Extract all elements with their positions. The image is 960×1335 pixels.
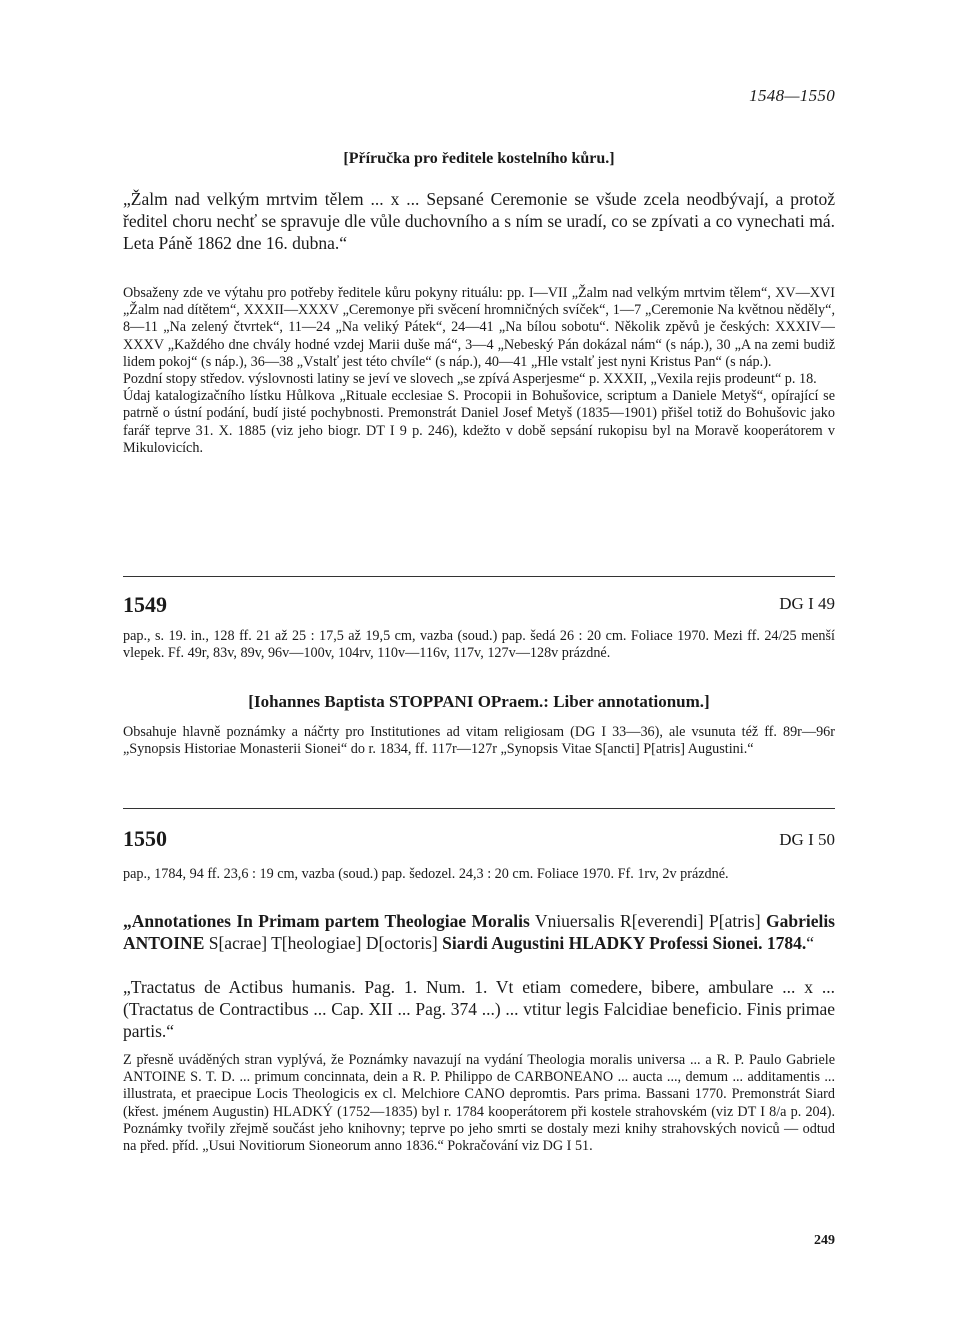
entry-1549-physical: pap., s. 19. in., 128 ff. 21 až 25 : 17,5 až 19,5 cm, vazba (soud.) pap. šedá 26 : 20 cm. Foliace 1970. Mezi ff. 24/25 menší vlepek. Ff. 49r, 83v, 89v, 96v—100v, 104rv, 110v—116v, 117v, 127v—128v prázdné. bbox=[123, 628, 835, 662]
entry-1550-number: 1550 bbox=[123, 826, 167, 851]
title-bold-part: „Annotationes In Primam partem Theologiae Moralis bbox=[123, 911, 530, 931]
entry-1550-notes: Z přesně uváděných stran vyplývá, že Poznámky navazují na vydání Theologia moralis universa ... a R. P. Paulo Gabriele ANTOINE S. T. D. ... primum concinnata, dein a R. P. Philippo de CARBONEANO ... aucta ..., demum ... additamentis ... illustrata, et praecipue Locis Theologicis ex cl. Melchiore CANO depromtis. Pars prima. Bassani 1770. Premonstrát Siard (křest. jménem Augustin) HLADKÝ (1752—1835) byl r. 1784 kooperátorem při kostele strahovském (viz DT I 8/a p. 204). Poznámky tvořily zřejmě součást jeho knihovny; teprve po jeho smrti se dostaly mezi knihy strahovských noviců — odtud na před. příd. „Usui Novitiorum Sioneorum anno 1836.“ Pokračování viz DG I 51. bbox=[123, 1052, 835, 1155]
title-plain-part: Vniuersalis R[everendi] P[atris] bbox=[529, 911, 766, 931]
section-divider bbox=[123, 808, 835, 809]
entry-1548-note: Údaj katalogizačního lístku Hůlkova „Rituale ecclesiae S. Procopii in Bohušovice, scriptum a Daniele Metyš“, opírající se patrně o ústní podání, budí jisté pochybnosti. Premonstrát Daniel Josef Metyš (1835—1901) přišel totiž do Bohušovic jako farář teprve 31. X. 1885 (viz jeho biogr. DT I 9 p. 246), kdežto v době sepsání rukopisu byl na Moravě kooperátorem v Mikulovicích. bbox=[123, 388, 835, 456]
entry-1550-signature: DG I 50 bbox=[779, 830, 835, 849]
entry-1549-notes: Obsahuje hlavně poznámky a náčrty pro Institutiones ad vitam religiosam (DG I 33—36), ale vsunuta též ff. 89r—96r „Synopsis Historiae Monasterii Sionei“ do r. 1834, ff. 117r—127r „Synopsis Vitae S[ancti] P[atris] Augustini.“ bbox=[123, 724, 835, 758]
entry-1549-title: [Iohannes Baptista STOPPANI OPraem.: Liber annotationum.] bbox=[248, 692, 710, 711]
entry-1548-title: [Příručka pro ředitele kostelního kůru.] bbox=[343, 150, 615, 167]
page-number: 249 bbox=[814, 1233, 835, 1248]
entry-1549-number: 1549 bbox=[123, 592, 167, 617]
entry-1548-note: Obsaženy zde ve výtahu pro potřeby ředitele kůru pokyny rituálu: pp. I—VII „Žalm nad velkým mrtvim tělem“, XV—XVI „Žalm nad dítětem“, XXXII—XXXV „Ceremonye při svěcení hromničných svíček“, 1—7 „Ceremonie Na květnou něděly“, 8—11 „Na zelený čtvrtek“, 11—24 „Na veliký Pátek“, 24—41 „Na bílou sobotu“. Několik zpěvů je českých: XXXIV—XXXV „Každého dne chvály hodné vzdej Marii duše má“, 3—4 „Nebeský Pán dokázal nám“ (s náp.), 30 „A na zemi budiž lidem pokoj“ (s náp.), 36—38 „Vstalť jest této chvíle“ (s náp.), 40—41 „Hle vstalť jest nyni Kristus Pan“ (s náp.). bbox=[123, 285, 835, 370]
entry-1550-incipit: „Tractatus de Actibus humanis. Pag. 1. Num. 1. Vt etiam comedere, bibere, ambulare ... x ... (Tractatus de Contractibus ... Cap. XII ... Pag. 374 ...) ... vtitur legis Falcidiae beneficio. Finis primae partis.“ bbox=[123, 977, 835, 1041]
entry-1550-title bbox=[123, 910, 835, 954]
entry-1549-signature: DG I 49 bbox=[779, 594, 835, 613]
entry-1548-note: Pozdní stopy středov. výslovnosti latiny se jeví ve slovech „se zpívá Asperjesme“ p. XXXII, „Vexila rejis prodeunt“ p. 18. bbox=[123, 371, 817, 388]
entry-1548-notes bbox=[123, 285, 835, 457]
title-bold-part: Gabrielis ANTOINE bbox=[123, 911, 835, 953]
entry-1548-quote: „Žalm nad velkým mrtvim tělem ... x ... Sepsané Ceremonie se všude zcela neodbývají, a protož ředitel choru nechť se spravuje dle vůle duchovního a s ním se uradí, co se zpívati a co vynechati má. Leta Páně 1862 dne 16. dubna.“ bbox=[123, 189, 835, 253]
title-plain-part: “ bbox=[806, 933, 815, 953]
title-bold-part: Siardi Augustini HLADKY Professi Sionei. 1784. bbox=[442, 933, 807, 953]
section-divider bbox=[123, 576, 835, 577]
title-plain-part: S[acrae] T[heologiae] D[octoris] bbox=[204, 933, 443, 953]
entry-1550-physical: pap., 1784, 94 ff. 23,6 : 19 cm, vazba (soud.) pap. šedozel. 24,3 : 20 cm. Foliace 1970. Ff. 1rv, 2v prázdné. bbox=[123, 866, 729, 882]
running-head: 1548—1550 bbox=[749, 86, 835, 105]
